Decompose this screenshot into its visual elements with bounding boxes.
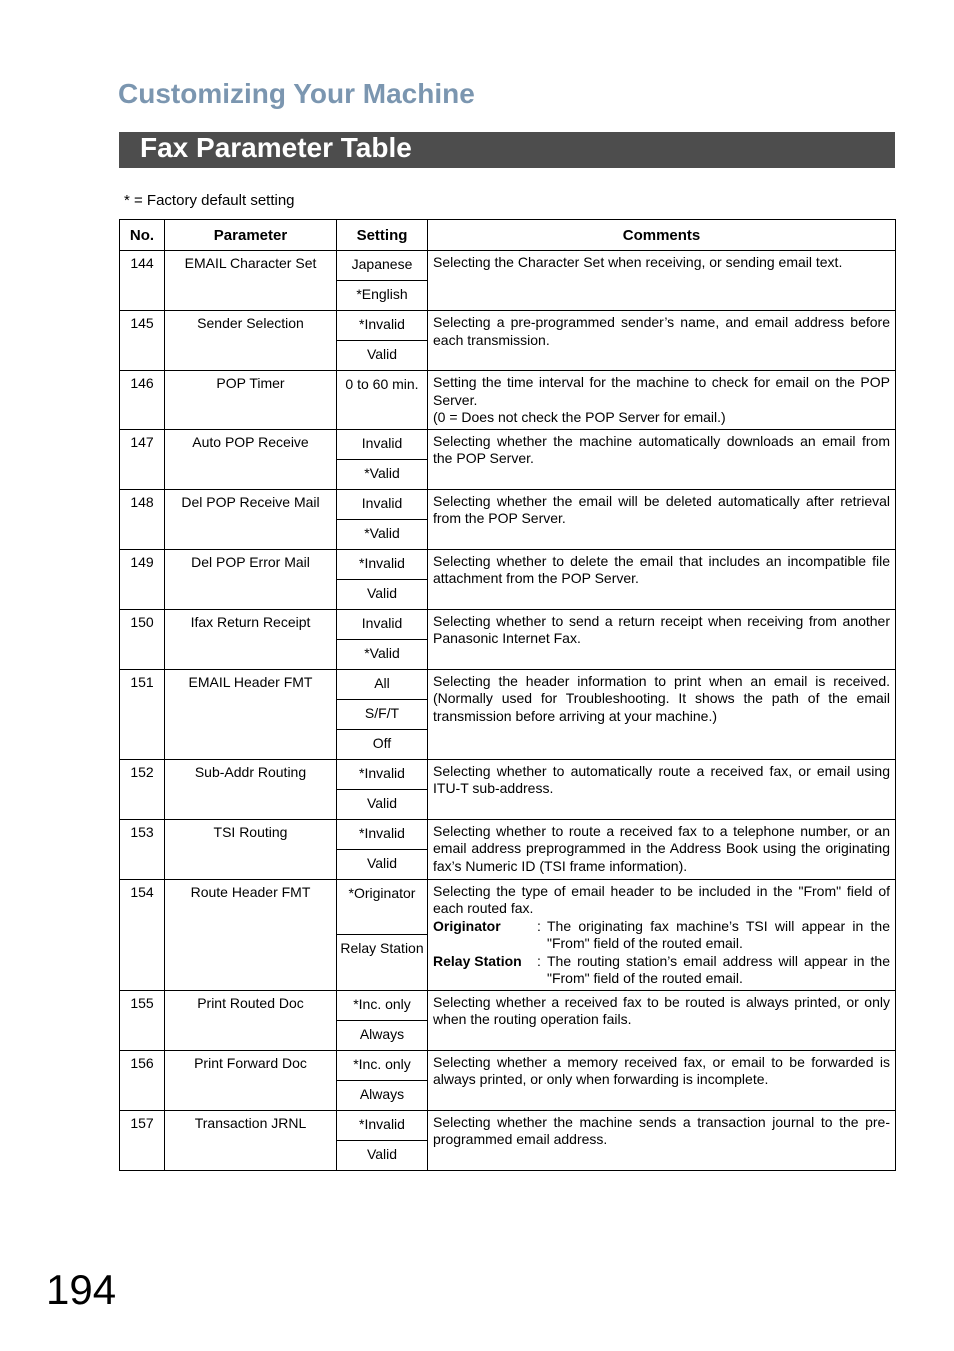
parameter-number: 149 (120, 549, 165, 609)
parameter-name: Transaction JRNL (165, 1110, 337, 1170)
table-title: Fax Parameter Table (140, 132, 412, 163)
table-row (120, 429, 896, 459)
comment-text: Setting the time interval for the machine to check for email on the POP Server. (433, 374, 890, 408)
definition-description: The routing station’s email address will appear in the "From" field of the routed email. (547, 952, 890, 986)
setting-option: *Invalid (337, 311, 428, 341)
parameter-name: Sub-Addr Routing (165, 759, 337, 819)
parameter-number: 146 (120, 371, 165, 430)
table-title-banner (119, 132, 895, 168)
parameter-name: EMAIL Character Set (165, 251, 337, 311)
fax-parameter-table (119, 219, 896, 1171)
setting-option: *English (337, 281, 428, 311)
comment-text: Selecting whether a received fax to be routed is always printed, or only when the routing operation fails. (433, 993, 890, 1027)
setting-option: Valid (337, 341, 428, 371)
parameter-number: 145 (120, 311, 165, 371)
setting-option: Off (337, 729, 428, 759)
comment-text: Selecting the type of email header to be included in the "From" field of each routed fax. (433, 882, 890, 916)
parameter-number: 153 (120, 819, 165, 879)
setting-option: Invalid (337, 489, 428, 519)
definition-row (433, 918, 890, 953)
definition-term: Originator (433, 917, 501, 934)
setting-option: *Invalid (337, 549, 428, 579)
setting-option: *Originator (337, 879, 428, 935)
table-row (120, 879, 896, 935)
setting-option: *Invalid (337, 759, 428, 789)
table-row (120, 1050, 896, 1080)
setting-option: *Invalid (337, 1110, 428, 1140)
setting-option: Invalid (337, 609, 428, 639)
setting-option: *Invalid (337, 819, 428, 849)
page-number: 194 (46, 1266, 117, 1313)
parameter-comment (428, 819, 896, 879)
setting-option: S/F/T (337, 699, 428, 729)
parameter-name: Route Header FMT (165, 879, 337, 990)
comment-text: Selecting whether to delete the email that includes an incompatible file attachment from the POP Server. (433, 552, 890, 586)
parameter-number: 148 (120, 489, 165, 549)
parameter-number: 152 (120, 759, 165, 819)
parameter-comment (428, 759, 896, 819)
comment-text: Selecting whether a memory received fax, or email to be forwarded is always printed, or only when forwarding is incomplete. (433, 1053, 890, 1087)
parameter-name: Del POP Error Mail (165, 549, 337, 609)
comment-text: Selecting whether the email will be deleted automatically after retrieval from the POP Server. (433, 492, 890, 526)
setting-option: Invalid (337, 429, 428, 459)
setting-option: 0 to 60 min. (337, 371, 428, 430)
parameter-comment (428, 549, 896, 609)
parameter-name: Del POP Receive Mail (165, 489, 337, 549)
parameter-comment (428, 990, 896, 1050)
default-setting-legend: * = Factory default setting (124, 192, 295, 209)
setting-option: *Inc. only (337, 990, 428, 1020)
parameter-name: Print Routed Doc (165, 990, 337, 1050)
setting-option: *Valid (337, 459, 428, 489)
header-comments: Comments (428, 220, 896, 251)
setting-option: *Valid (337, 519, 428, 549)
setting-option: Valid (337, 1140, 428, 1170)
definition-colon: : (537, 917, 541, 934)
parameter-number: 144 (120, 251, 165, 311)
setting-option: All (337, 669, 428, 699)
comment-text: Selecting the Character Set when receiving, or sending email text. (433, 254, 843, 270)
setting-option: *Valid (337, 639, 428, 669)
parameter-number: 155 (120, 990, 165, 1050)
definition-term: Relay Station (433, 952, 522, 969)
setting-option: Always (337, 1080, 428, 1110)
parameter-comment (428, 429, 896, 489)
parameter-number: 157 (120, 1110, 165, 1170)
table-row (120, 609, 896, 639)
parameter-comment (428, 251, 896, 311)
table-row (120, 669, 896, 699)
parameter-comment (428, 1110, 896, 1170)
definition-colon: : (537, 952, 541, 969)
parameter-comment (428, 609, 896, 669)
parameter-name: Ifax Return Receipt (165, 609, 337, 669)
setting-option: Always (337, 1020, 428, 1050)
parameter-name: EMAIL Header FMT (165, 669, 337, 759)
table-body (120, 251, 896, 1171)
comment-text: Selecting whether the machine automatically downloads an email from the POP Server. (433, 432, 890, 466)
comment-text: Selecting the header information to print when an email is received. (Normally used for Troubleshooting. It shows the path of the email transmission before arriving at your machine.) (433, 672, 890, 724)
setting-option: Valid (337, 789, 428, 819)
table-row (120, 371, 896, 430)
parameter-number: 147 (120, 429, 165, 489)
setting-option: Valid (337, 849, 428, 879)
section-title: Customizing Your Machine (118, 78, 475, 109)
table-row (120, 759, 896, 789)
parameter-comment (428, 311, 896, 371)
parameter-number: 151 (120, 669, 165, 759)
table-row (120, 549, 896, 579)
setting-option: Valid (337, 579, 428, 609)
header-no: No. (120, 220, 165, 251)
table-row (120, 489, 896, 519)
parameter-comment (428, 879, 896, 990)
comment-text: (0 = Does not check the POP Server for email.) (433, 409, 726, 425)
comment-text: Selecting whether to send a return receipt when receiving from another Panasonic Internet Fax. (433, 612, 890, 646)
comment-text: Selecting whether to route a received fax to a telephone number, or an email address preprogrammed in the Address Book using the originating fax’s Numeric ID (TSI frame information). (433, 822, 890, 874)
table-row (120, 251, 896, 281)
parameter-name: POP Timer (165, 371, 337, 430)
setting-option: Relay Station (337, 935, 428, 991)
parameter-comment (428, 371, 896, 430)
parameter-comment (428, 669, 896, 759)
setting-option: Japanese (337, 251, 428, 281)
parameter-name: Print Forward Doc (165, 1050, 337, 1110)
parameter-name: Sender Selection (165, 311, 337, 371)
header-parameter: Parameter (165, 220, 337, 251)
parameter-comment (428, 489, 896, 549)
table-row (120, 311, 896, 341)
parameter-comment (428, 1050, 896, 1110)
parameter-number: 154 (120, 879, 165, 990)
parameter-name: Auto POP Receive (165, 429, 337, 489)
comment-text: Selecting a pre-programmed sender’s name, and email address before each transmission. (433, 314, 890, 348)
parameter-number: 156 (120, 1050, 165, 1110)
comment-text: Selecting whether the machine sends a transaction journal to the pre-programmed email address. (433, 1113, 890, 1147)
parameter-name: TSI Routing (165, 819, 337, 879)
definition-row (433, 953, 890, 988)
setting-option: *Inc. only (337, 1050, 428, 1080)
table-header-row (120, 220, 896, 251)
table-row (120, 990, 896, 1020)
parameter-number: 150 (120, 609, 165, 669)
comment-text: Selecting whether to automatically route a received fax, or email using ITU-T sub-address. (433, 762, 890, 796)
definition-description: The originating fax machine’s TSI will appear in the "From" field of the routed email. (547, 917, 890, 951)
table-row (120, 819, 896, 849)
table-row (120, 1110, 896, 1140)
header-setting: Setting (337, 220, 428, 251)
